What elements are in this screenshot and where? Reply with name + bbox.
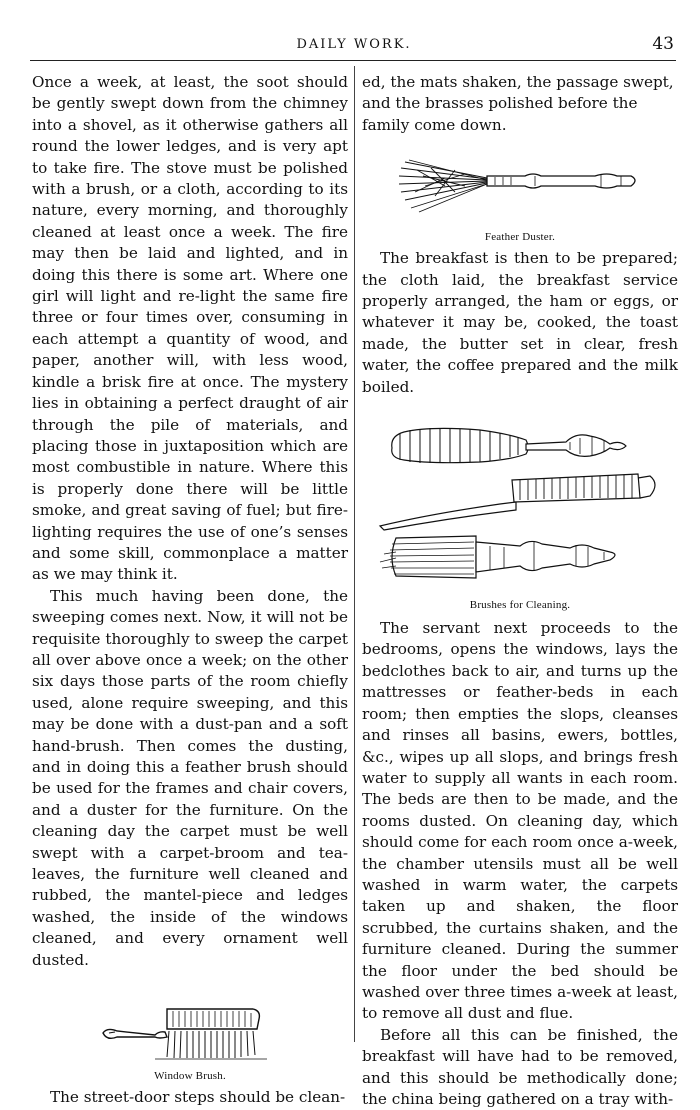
paragraph-chimney-and-fire: Once a week, at least, the soot should be gently swept down from the chimney into a shovel, as it otherwise gathers all round the lower ledges, and is very apt to take fire. The stove must be polished with a brush, or a cloth, according to its nature, every morning, and thoroughly cleaned at least once a week. The fire may then be laid and lighted, and in doing this there is some art. Where one girl will light and re-light the same fire three or four times over, consuming in each attempt a quantity of wood, and paper, another will, with less wood, kindle a brisk fire at once. The mystery lies in obtaining a perfect draught of air through the pile of materials, and placing those in juxtaposition which are most combustible in nature. Where this is properly done there will be little smoke, and great saving of fuel; but fire-lighting requires the use of one’s senses and some skill, commonplace a matter as we may think it.: [32, 73, 348, 584]
column-divider: [354, 66, 355, 1042]
header-rule: [30, 60, 676, 61]
left-column: [32, 72, 348, 1108]
paragraph-mats-and-brasses: ed, the mats shaken, the passage swept, and the brasses polished before the family come down.: [362, 73, 674, 134]
caption-feather-duster: Feather Duster.: [484, 231, 556, 244]
bottle-brush-icon: [392, 428, 626, 463]
figure-feather-duster: [362, 156, 678, 244]
long-broom-icon: [380, 474, 655, 530]
hand-brush-icon: [380, 536, 615, 578]
figure-cleaning-brushes: [362, 418, 678, 612]
cleaning-brushes-illustration: [370, 418, 670, 596]
paragraph-door-steps: The street-door steps should be clean-: [50, 1088, 346, 1107]
right-column: [362, 72, 678, 1110]
caption-window-brush: Window Brush.: [154, 1070, 226, 1083]
feather-duster-illustration: [395, 156, 645, 216]
paragraph-breakfast-removal: Before all this can be finished, the breakfast will have had to be removed, and this should be methodically done; the china being gathered on a tray with-: [362, 1025, 678, 1108]
paragraph-breakfast: The breakfast is then to be prepared; the cloth laid, the breakfast service properly arranged, the ham or eggs, or whatever it may be, cooked, the toast made, the butter set in clear, fresh water, the coffee prepared and the milk boiled.: [362, 249, 678, 396]
page-number: 43: [652, 34, 674, 54]
paragraph-sweeping: This much having been done, the sweeping comes next. Now, it will not be requisite thoroughly to sweep the carpet all over above once a week; on the other six days those parts of the room chiefly used, alone require sweeping, and this may be done with a dust-pan and a soft hand-brush. Then comes the dusting, and in doing this a feather brush should be used for the frames and chair covers, and a duster for the furniture. On the cleaning day the carpet must be well swept with a carpet-broom and tea-leaves, the furniture well cleaned and rubbed, the mantel-piece and ledges washed, the inside of the windows cleaned, and every ornament well dusted.: [32, 586, 348, 969]
window-brush-illustration: [95, 1001, 285, 1063]
caption-cleaning-brushes: Brushes for Cleaning.: [469, 599, 571, 612]
paragraph-bedrooms: The servant next proceeds to the bedrooms, opens the windows, lays the bedclothes back to air, and turns up the mattresses or feather-beds in each room; then empties the slops, cleanses and rinses all basins, ewers, bottles, &c., wipes up all slops, and brings fresh water to supply all wants in each room. The beds are then to be made, and the rooms dusted. On cleaning day, which should come for each room once a-week, the chamber utensils must all be well washed in warm water, the carpets taken up and shaken, the floor scrubbed, the curtains shaken, and the furniture cleaned. During the summer the floor under the bed should be washed over three times a-week at least, to remove all dust and flue.: [362, 619, 678, 1023]
figure-window-brush: [32, 1001, 348, 1083]
running-title: DAILY WORK.: [296, 37, 412, 52]
running-head: [34, 34, 674, 56]
